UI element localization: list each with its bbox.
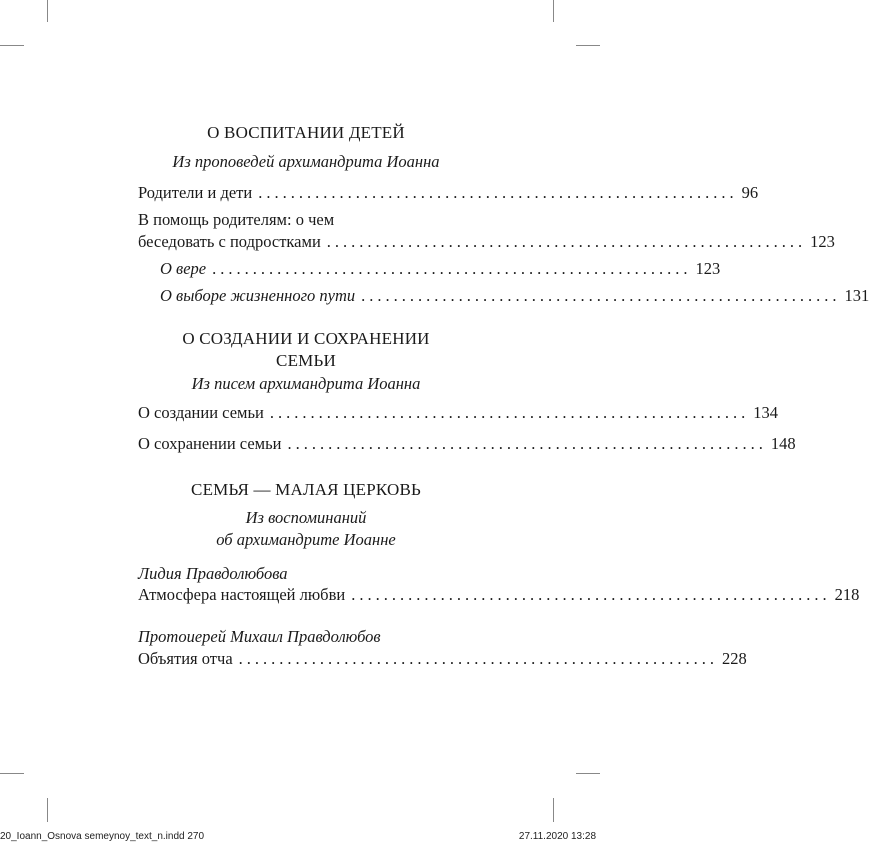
dot-leader: ........................................................... (361, 286, 841, 305)
page-number: 148 (770, 434, 796, 453)
crop-mark (553, 0, 554, 22)
page-number: 134 (753, 403, 778, 422)
crop-mark (576, 45, 600, 46)
dot-leader: ........................................................... (258, 183, 738, 202)
dot-leader: ........................................................... (269, 403, 750, 422)
crop-mark (576, 773, 600, 774)
page-number: 218 (834, 585, 860, 604)
crop-mark (47, 0, 48, 22)
entry-title-line1: В помощь родителям: о чем (138, 210, 335, 229)
section-title: О ВОСПИТАНИИ ДЕТЕЙ (207, 123, 405, 142)
section-title: СЕМЬЯ — МАЛАЯ ЦЕРКОВЬ (191, 480, 421, 499)
print-slug-filename: 20_Ioann_Osnova semeynoy_text_n.indd 270 (0, 831, 205, 842)
toc-entry[interactable] (160, 286, 869, 308)
section-title: О СОЗДАНИИ И СОХРАНЕНИИ (182, 329, 430, 348)
dot-leader: ........................................................... (238, 649, 719, 668)
dot-leader: ........................................................... (212, 259, 692, 278)
entry-title: Родители и дети (138, 183, 253, 202)
toc-entry[interactable] (138, 403, 778, 425)
entry-author: Лидия Правдолюбова (138, 564, 288, 583)
entry-title: О выборе жизненного пути (160, 286, 356, 305)
entry-title: Атмосфера настоящей любви (138, 585, 346, 604)
dot-leader: ........................................................... (351, 585, 831, 604)
section-subtitle: Из воспоминаний (245, 508, 367, 527)
dot-leader: ........................................................... (326, 232, 807, 251)
entry-title: беседовать с подростками (138, 232, 321, 251)
crop-mark (0, 45, 24, 46)
crop-mark (47, 798, 48, 822)
toc-entry[interactable] (138, 183, 759, 205)
print-slug-datetime: 27.11.2020 13:28 (518, 831, 596, 842)
section-title: СЕМЬИ (276, 351, 336, 370)
crop-mark (0, 773, 24, 774)
toc-entry[interactable] (138, 232, 835, 254)
dot-leader: ........................................................... (287, 434, 767, 453)
toc-entry[interactable] (138, 649, 747, 671)
page-number: 123 (695, 259, 721, 278)
entry-title: Объятия отча (138, 649, 233, 668)
section-subtitle: об архимандрите Иоанне (216, 530, 396, 549)
entry-author: Протоиерей Михаил Правдолюбов (138, 627, 381, 646)
page-number: 96 (741, 183, 759, 202)
section-subtitle: Из писем архимандрита Иоанна (191, 374, 421, 393)
toc-entry[interactable] (160, 259, 721, 281)
entry-title: О сохранении семьи (138, 434, 282, 453)
toc-entry[interactable] (138, 434, 796, 456)
page-number: 131 (844, 286, 869, 305)
crop-mark (553, 798, 554, 822)
toc-entry[interactable] (138, 585, 860, 607)
page-number: 123 (810, 232, 835, 251)
entry-title: О создании семьи (138, 403, 264, 422)
section-subtitle: Из проповедей архимандрита Иоанна (172, 152, 440, 171)
page-number: 228 (722, 649, 747, 668)
entry-title: О вере (160, 259, 207, 278)
